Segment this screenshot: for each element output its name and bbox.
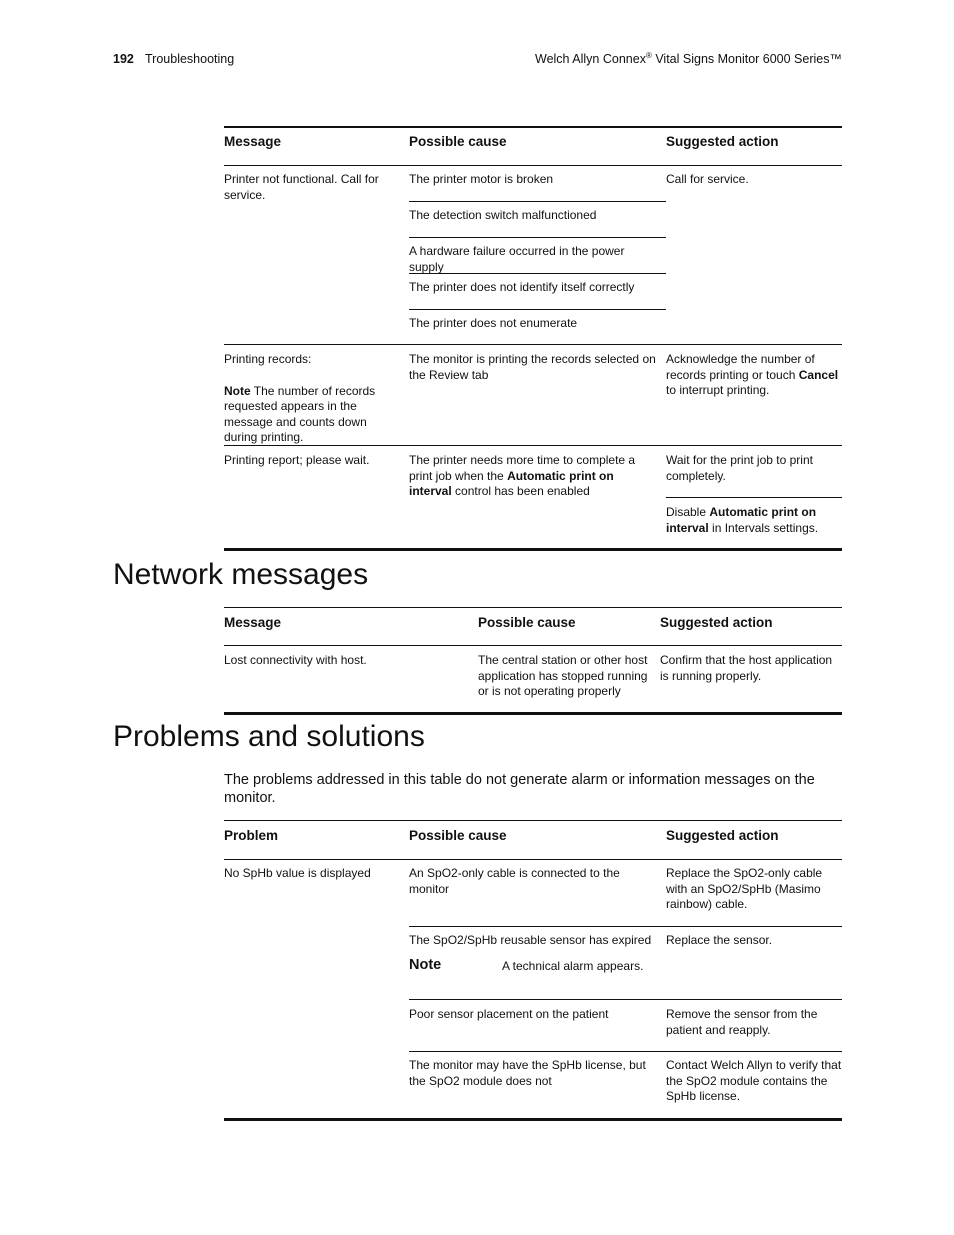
row-divider — [409, 1051, 842, 1052]
message-printing-report: Printing report; please wait. — [224, 453, 370, 467]
cause-motor-broken: The printer motor is broken — [409, 172, 554, 186]
cause-hardware-failure: A hardware failure occurred in the power supply — [409, 244, 625, 274]
column-header-message: Message — [224, 615, 282, 630]
cause-detection-switch: The detection switch malfunctioned — [409, 208, 597, 222]
action-divider — [666, 497, 842, 498]
column-header-action: Suggested action — [660, 615, 773, 630]
cause-host-stopped: The central station or other host application has stopped running or is not operating properly — [478, 653, 648, 698]
problems-intro: The problems addressed in this table do not generate alarm or information messages on the monitor. — [224, 772, 815, 806]
printer-messages-table — [224, 126, 842, 552]
table-bottom-rule — [224, 548, 842, 551]
message-lost-connectivity: Lost connectivity with host. — [224, 653, 367, 667]
message-printing-records: Printing records: Note The number of records requested appears in the message and counts down during printing. — [224, 352, 402, 446]
column-header-message: Message — [224, 134, 282, 149]
message-printer-not-functional: Printer not functional. Call for service. — [224, 172, 379, 202]
problem-no-sphb: No SpHb value is displayed — [224, 866, 371, 880]
row-divider — [409, 926, 842, 927]
cause-divider — [409, 309, 666, 310]
cause-poor-placement: Poor sensor placement on the patient — [409, 1007, 609, 1021]
heading-problems-solutions: Problems and solutions — [113, 720, 425, 753]
cause-divider — [409, 273, 666, 274]
column-header-action: Suggested action — [666, 134, 779, 149]
cause-divider — [409, 237, 666, 238]
page-number: 192 — [113, 52, 134, 66]
action-confirm-host: Confirm that the host application is running properly. — [660, 653, 833, 683]
action-call-service: Call for service. — [666, 172, 749, 186]
row-divider — [224, 344, 842, 345]
table-top-rule — [224, 820, 842, 821]
cause-printing-review: The monitor is printing the records selected on the Review tab — [409, 352, 656, 382]
cause-printer-identify: The printer does not identify itself correctly — [409, 280, 635, 294]
table-top-rule — [224, 607, 842, 608]
cause-spo2-only-cable: An SpO2-only cable is connected to the monitor — [409, 866, 620, 896]
running-header — [113, 52, 842, 68]
cause-divider — [409, 201, 666, 202]
network-messages-table — [224, 607, 842, 717]
cause-printer-enumerate: The printer does not enumerate — [409, 316, 578, 330]
header-rule — [224, 859, 842, 860]
column-header-cause: Possible cause — [409, 828, 507, 843]
column-header-cause: Possible cause — [409, 134, 507, 149]
action-replace-sensor: Replace the sensor. — [666, 933, 773, 947]
table-top-rule — [224, 126, 842, 128]
column-header-problem: Problem — [224, 828, 279, 843]
table-bottom-rule — [224, 1118, 842, 1121]
cause-print-interval: The printer needs more time to complete a print job when the Automatic print on interval control has been enabled — [409, 453, 636, 498]
action-disable-interval: Disable Automatic print on interval in Intervals settings. — [666, 505, 819, 535]
document-title: Welch Allyn Connex® Vital Signs Monitor 6000 Series™ — [535, 50, 842, 66]
cause-sensor-expired: The SpO2/SpHb reusable sensor has expired — [409, 933, 652, 947]
header-rule — [224, 645, 842, 646]
note-label: Note — [409, 957, 442, 973]
section-name: Troubleshooting — [145, 52, 235, 66]
row-divider — [224, 445, 842, 446]
action-acknowledge: Acknowledge the number of records printing or touch Cancel to interrupt printing. — [666, 352, 839, 397]
column-header-action: Suggested action — [666, 828, 779, 843]
note-records: Note The number of records requested appears in the message and counts down during printing. — [224, 383, 376, 444]
action-wait-print: Wait for the print job to print completely. — [666, 453, 813, 483]
cause-module-license: The monitor may have the SpHb license, but the SpO2 module does not — [409, 1058, 646, 1088]
action-reapply-sensor: Remove the sensor from the patient and reapply. — [666, 1007, 818, 1037]
column-header-cause: Possible cause — [478, 615, 576, 630]
table-bottom-rule — [224, 712, 842, 715]
problems-table — [224, 820, 842, 1124]
note-technical-alarm: A technical alarm appears. — [502, 959, 644, 973]
action-replace-cable: Replace the SpO2-only cable with an SpO2/SpHb (Masimo rainbow) cable. — [666, 866, 823, 911]
row-divider — [409, 999, 842, 1000]
action-contact-welch-allyn: Contact Welch Allyn to verify that the SpO2 module contains the SpHb license. — [666, 1058, 842, 1103]
header-rule — [224, 165, 842, 166]
heading-network-messages: Network messages — [113, 558, 369, 591]
